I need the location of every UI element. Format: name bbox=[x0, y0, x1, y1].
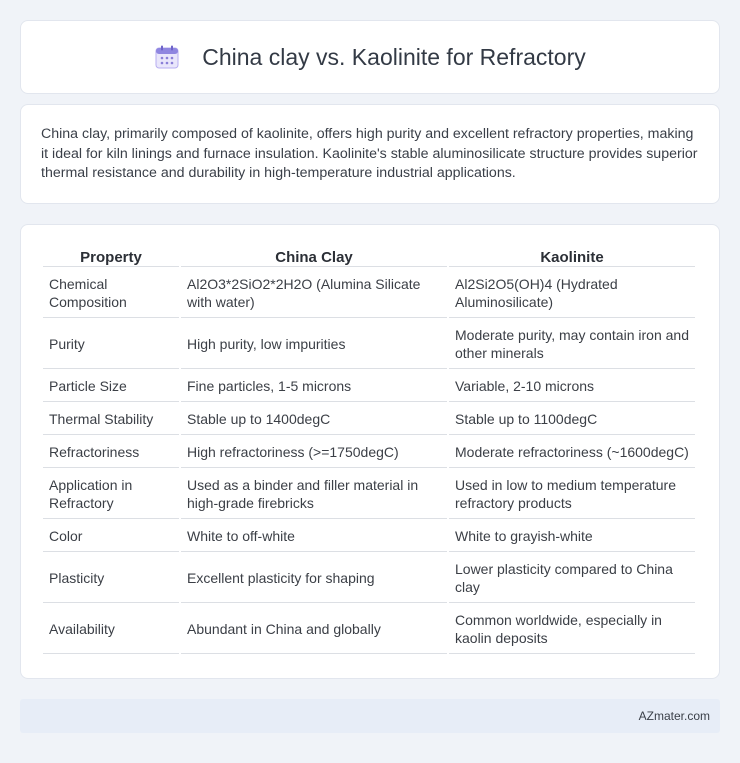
china-clay-cell: High refractoriness (>=1750degC) bbox=[181, 435, 447, 468]
kaolinite-cell: Stable up to 1100degC bbox=[449, 402, 695, 435]
header-kaolinite: Kaolinite bbox=[449, 245, 695, 267]
china-clay-cell: Stable up to 1400degC bbox=[181, 402, 447, 435]
china-clay-cell: Used as a binder and filler material in high-grade firebricks bbox=[181, 468, 447, 519]
header-china-clay: China Clay bbox=[181, 245, 447, 267]
table-row bbox=[43, 468, 695, 519]
property-cell: Refractoriness bbox=[43, 435, 179, 468]
intro-card bbox=[20, 104, 720, 204]
table-row bbox=[43, 318, 695, 369]
table-row bbox=[43, 435, 695, 468]
property-cell: Chemical Composition bbox=[43, 267, 179, 318]
kaolinite-cell: Variable, 2-10 microns bbox=[449, 369, 695, 402]
kaolinite-cell: Moderate refractoriness (~1600degC) bbox=[449, 435, 695, 468]
china-clay-cell: Abundant in China and globally bbox=[181, 603, 447, 654]
property-cell: Plasticity bbox=[43, 552, 179, 603]
kaolinite-cell: White to grayish-white bbox=[449, 519, 695, 552]
property-cell: Purity bbox=[43, 318, 179, 369]
table-header-row bbox=[43, 245, 695, 267]
china-clay-cell: White to off-white bbox=[181, 519, 447, 552]
kaolinite-cell: Al2Si2O5(OH)4 (Hydrated Aluminosilicate) bbox=[449, 267, 695, 318]
footer-source-text: AZmater.com bbox=[638, 709, 710, 723]
kaolinite-cell: Common worldwide, especially in kaolin deposits bbox=[449, 603, 695, 654]
table-row bbox=[43, 552, 695, 603]
kaolinite-cell: Lower plasticity compared to China clay bbox=[449, 552, 695, 603]
property-cell: Thermal Stability bbox=[43, 402, 179, 435]
table-row bbox=[43, 369, 695, 402]
kaolinite-cell: Used in low to medium temperature refractory products bbox=[449, 468, 695, 519]
title-card bbox=[20, 20, 720, 94]
property-cell: Particle Size bbox=[43, 369, 179, 402]
table-row bbox=[43, 402, 695, 435]
china-clay-cell: Fine particles, 1-5 microns bbox=[181, 369, 447, 402]
title-wrap bbox=[154, 44, 586, 71]
page-title: China clay vs. Kaolinite for Refractory bbox=[202, 43, 586, 70]
calendar-icon bbox=[154, 44, 180, 70]
footer-bar bbox=[20, 699, 720, 733]
china-clay-cell: Al2O3*2SiO2*2H2O (Alumina Silicate with water) bbox=[181, 267, 447, 318]
table-row bbox=[43, 603, 695, 654]
header-property: Property bbox=[43, 245, 179, 267]
property-cell: Availability bbox=[43, 603, 179, 654]
table-row bbox=[43, 519, 695, 552]
comparison-table bbox=[41, 245, 697, 654]
comparison-table-card bbox=[20, 224, 720, 679]
table-row bbox=[43, 267, 695, 318]
kaolinite-cell: Moderate purity, may contain iron and other minerals bbox=[449, 318, 695, 369]
property-cell: Application in Refractory bbox=[43, 468, 179, 519]
china-clay-cell: High purity, low impurities bbox=[181, 318, 447, 369]
china-clay-cell: Excellent plasticity for shaping bbox=[181, 552, 447, 603]
property-cell: Color bbox=[43, 519, 179, 552]
intro-paragraph: China clay, primarily composed of kaolinite, offers high purity and excellent refractory properties, making it ideal for kiln linings and furnace insulation. Kaolinite's stable aluminosilicate structure provides superior thermal resistance and durability in high-temperature industrial applications. bbox=[41, 126, 698, 181]
